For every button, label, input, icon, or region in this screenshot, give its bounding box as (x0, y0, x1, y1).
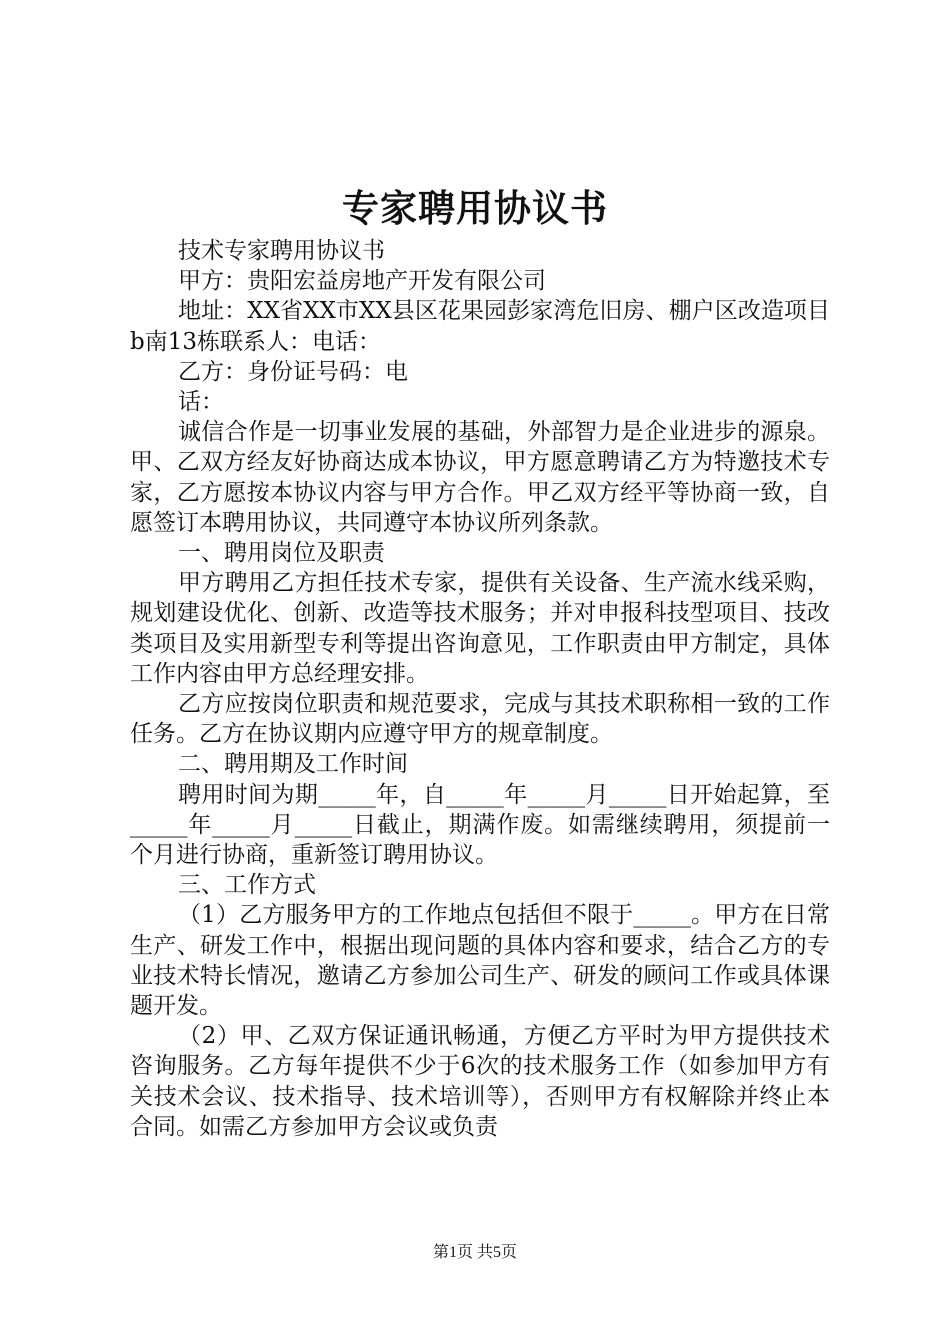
section-heading-1: 一、聘用岗位及职责 (178, 540, 385, 567)
paragraph-communication: （2）甲、乙双方保证通讯畅通，方便乙方平时为甲方提供技术咨询服务。乙方每年提供不少于6次的技术服务工作（如参加甲方有关技术会议、技术指导、技术培训等），否则甲方有权解除并终止本合同。如需乙方参加甲方会议或负责 (130, 1023, 830, 1140)
paragraph-subtitle: 技术专家聘用协议书 (178, 238, 385, 264)
paragraph-work-location: （1）乙方服务甲方的工作地点包括但不限于_____。甲方在日常生产、研发工作中，根据出现问题的具体内容和要求，结合乙方的专业技术特长情况，邀请乙方参加公司生产、研发的顾问工作或具体课题开发。 (130, 902, 830, 1020)
paragraph-party-b: 乙方：身份证号码：电 (178, 358, 408, 385)
document-body (130, 236, 830, 1142)
paragraph-party-a: 甲方：贵阳宏益房地产开发有限公司 (178, 268, 546, 295)
section-heading-3: 三、工作方式 (178, 872, 316, 899)
paragraph-address: 地址：XX省XX市XX县区花果园彭家湾危旧房、棚户区改造项目b南13栋联系人：电话： (130, 298, 830, 355)
paragraph-term: 聘用时间为期_____年，自_____年_____月_____日开始起算，至_____年_____月_____日截止，期满作废。如需继续聘用，须提前一个月进行协商，重新签订聘用协议。 (130, 781, 830, 869)
paragraph-duties: 甲方聘用乙方担任技术专家，提供有关设备、生产流水线采购，规划建设优化、创新、改造等技术服务；并对申报科技型项目、技改类项目及实用新型专利等提出咨询意见，工作职责由甲方制定，具体工作内容由甲方总经理安排。 (130, 570, 830, 687)
document-title: 专家聘用协议书 (342, 186, 608, 230)
page-indicator: 第1页 共5页 (432, 1244, 517, 1261)
paragraph-preamble: 诚信合作是一切事业发展的基础，外部智力是企业进步的源泉。甲、乙双方经友好协商达成本协议，甲方愿意聘请乙方为特邀技术专家，乙方愿按本协议内容与甲方合作。甲乙双方经平等协商一致，自愿签订本聘用协议，共同遵守本协议所列条款。 (130, 419, 830, 536)
section-heading-2: 二、聘用期及工作时间 (178, 751, 408, 778)
paragraph-tasks: 乙方应按岗位职责和规范要求，完成与其技术职称相一致的工作任务。乙方在协议期内应遵守甲方的规章制度。 (130, 691, 830, 748)
paragraph-phone: 话： (178, 389, 224, 416)
